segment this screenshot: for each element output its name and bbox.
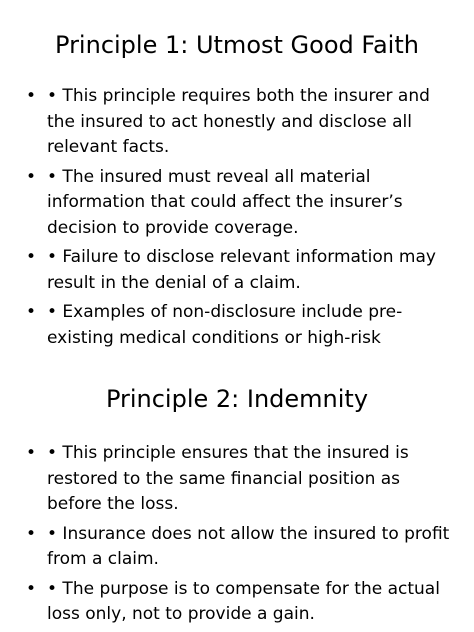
- list-item: [0, 522, 474, 573]
- bullet-text: • The purpose is to compensate for the actual loss only, not to provide a gain.: [47, 578, 440, 624]
- bullet-marker: •: [26, 443, 37, 463]
- list-item: [0, 165, 474, 242]
- list-item: [0, 577, 474, 628]
- bullet-marker: •: [26, 166, 37, 187]
- section-indemnity: [0, 382, 474, 632]
- bullet-marker: •: [26, 302, 37, 322]
- bullet-list: [0, 84, 474, 351]
- list-item: [0, 441, 474, 518]
- section-title: Principle 2: Indemnity: [105, 385, 369, 413]
- list-item: [0, 300, 474, 351]
- bullet-text: • Examples of non-disclosure include pre-existing medical conditions or high-risk: [47, 302, 403, 348]
- bullet-marker: •: [26, 86, 37, 106]
- list-item: [0, 245, 474, 296]
- bullet-text: • The insured must reveal all material information that could affect the insurer’s decision to provide coverage.: [47, 166, 403, 238]
- section-title: Principle 1: Utmost Good Faith: [55, 31, 419, 59]
- bullet-text: • This principle requires both the insurer and the insured to act honestly and disclose all relevant facts.: [47, 86, 430, 157]
- bullet-text: • Insurance does not allow the insured to profit from a claim.: [47, 523, 450, 569]
- section-utmost-good-faith: [0, 28, 474, 355]
- bullet-list: [0, 441, 474, 628]
- list-item: [0, 84, 474, 161]
- bullet-marker: •: [26, 247, 37, 267]
- bullet-text: • Failure to disclose relevant information may result in the denial of a claim.: [47, 247, 436, 293]
- bullet-text: • This principle ensures that the insured is restored to the same financial position as before the loss.: [47, 443, 409, 514]
- bullet-marker: •: [26, 578, 37, 599]
- bullet-marker: •: [26, 523, 37, 544]
